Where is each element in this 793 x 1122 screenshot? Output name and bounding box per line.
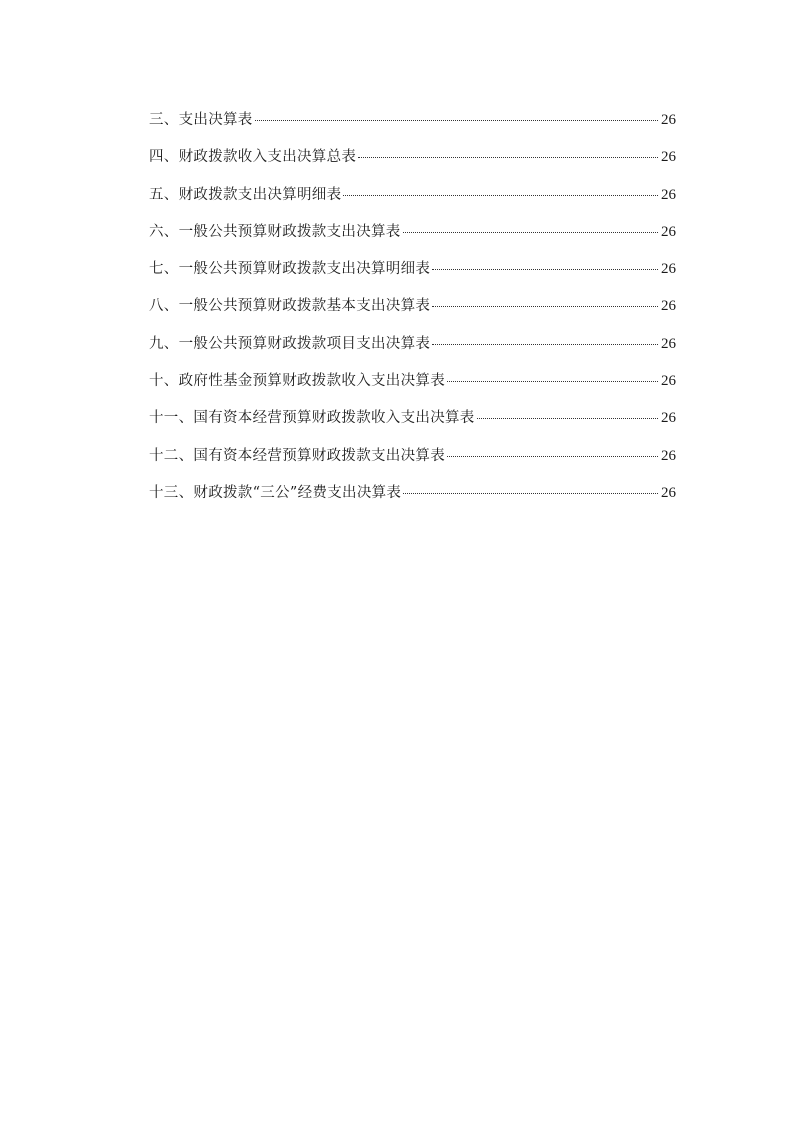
toc-page-number: 26 — [661, 149, 676, 166]
toc-dot-leader — [477, 418, 658, 419]
toc-entry[interactable] — [149, 110, 676, 147]
toc-dot-leader — [403, 232, 658, 233]
toc-entry-title: 五、财政拨款支出决算明细表 — [149, 186, 342, 203]
toc-page-number: 26 — [661, 223, 676, 240]
toc-dot-leader — [447, 381, 658, 382]
toc-page-number: 26 — [661, 261, 676, 278]
toc-entry[interactable] — [149, 446, 676, 483]
table-of-contents — [149, 110, 676, 520]
toc-entry-title: 十、政府性基金预算财政拨款收入支出决算表 — [149, 373, 445, 390]
toc-dot-leader — [255, 120, 658, 121]
toc-entry-title: 六、一般公共预算财政拨款支出决算表 — [149, 223, 401, 240]
toc-entry[interactable] — [149, 408, 676, 445]
toc-entry[interactable] — [149, 296, 676, 333]
toc-dot-leader — [343, 195, 658, 196]
toc-dot-leader — [403, 493, 658, 494]
toc-entry[interactable] — [149, 259, 676, 296]
toc-page-number: 26 — [661, 112, 676, 128]
toc-entry-title: 十二、国有资本经营预算财政拨款支出决算表 — [149, 447, 445, 464]
toc-page-number: 26 — [661, 410, 676, 427]
toc-entry-title: 九、一般公共预算财政拨款项目支出决算表 — [149, 335, 431, 352]
toc-dot-leader — [432, 269, 658, 270]
toc-entry-title: 十一、国有资本经营预算财政拨款收入支出决算表 — [149, 410, 475, 427]
toc-entry[interactable] — [149, 147, 676, 184]
toc-entry-title: 四、财政拨款收入支出决算总表 — [149, 149, 357, 166]
toc-entry[interactable] — [149, 371, 676, 408]
toc-entry[interactable] — [149, 334, 676, 371]
toc-entry-title: 三、支出决算表 — [149, 112, 253, 128]
toc-entry-title: 十三、财政拨款“三公”经费支出决算表 — [149, 484, 402, 501]
toc-page-number: 26 — [661, 373, 676, 390]
toc-page-number: 26 — [661, 447, 676, 464]
toc-dot-leader — [432, 306, 658, 307]
toc-page-number: 26 — [661, 335, 676, 352]
toc-entry-title: 七、一般公共预算财政拨款支出决算明细表 — [149, 261, 431, 278]
toc-entry[interactable] — [149, 185, 676, 222]
toc-dot-leader — [358, 157, 658, 158]
toc-page-number: 26 — [661, 484, 676, 501]
toc-page-number: 26 — [661, 186, 676, 203]
toc-dot-leader — [447, 456, 658, 457]
toc-page-number: 26 — [661, 298, 676, 315]
toc-entry-title: 八、一般公共预算财政拨款基本支出决算表 — [149, 298, 431, 315]
toc-entry[interactable] — [149, 222, 676, 259]
toc-entry[interactable] — [149, 483, 676, 520]
toc-dot-leader — [432, 344, 658, 345]
